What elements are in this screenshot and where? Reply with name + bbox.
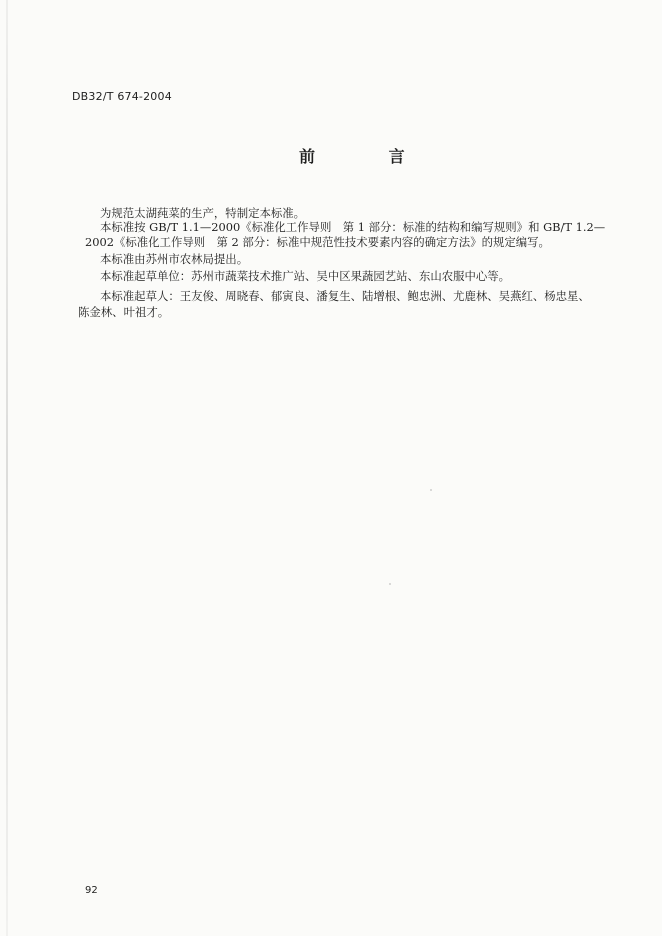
page-title: 前 言: [299, 147, 439, 166]
body-line: 本标准起草人：王友俊、周晓春、郁寅良、潘复生、陆增根、鲍忠洲、尤鹿林、吴燕红、杨忠星、: [100, 289, 590, 303]
body-line: 为规范太湖莼菜的生产，特制定本标准。: [100, 206, 306, 220]
scan-speck: [430, 489, 432, 491]
body-line: 本标准按 GB/T 1.1—2000《标准化工作导则 第 1 部分：标准的结构和编写规则》和 GB/T 1.2—: [100, 220, 606, 234]
page-number: 92: [85, 885, 98, 896]
body-line: 2002《标准化工作导则 第 2 部分：标准中规范性技术要素内容的确定方法》的规定编写。: [85, 235, 550, 249]
body-line: 陈金林、叶祖才。: [78, 305, 170, 319]
standard-code: DB32/T 674-2004: [72, 90, 172, 103]
scan-speck: [389, 583, 391, 585]
body-line: 本标准起草单位：苏州市蔬菜技术推广站、吴中区果蔬园艺站、东山农服中心等。: [100, 269, 511, 283]
body-line: 本标准由苏州市农林局提出。: [100, 252, 249, 266]
